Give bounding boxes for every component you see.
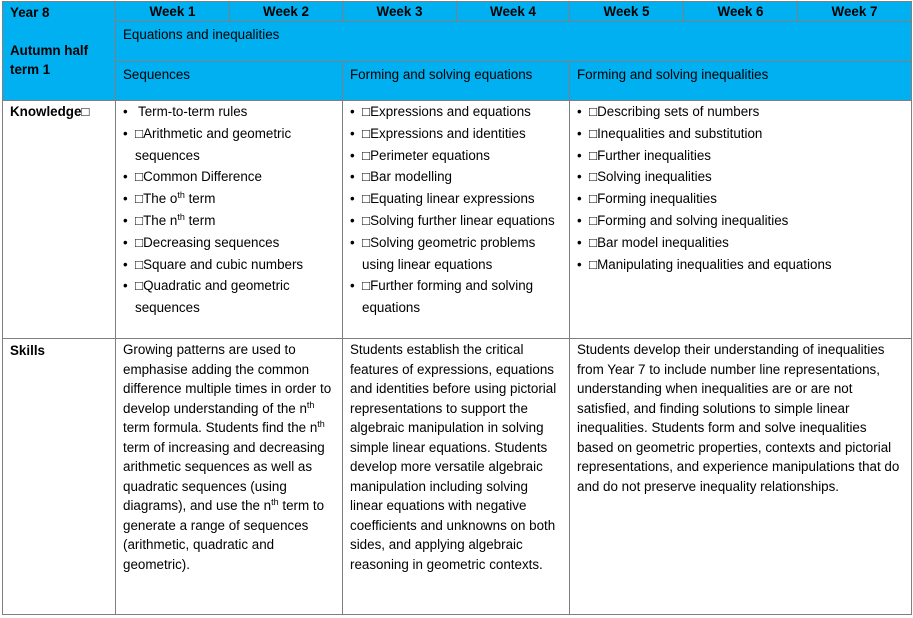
bullet-icon: • — [350, 212, 355, 228]
knowledge-item-text: □Further forming and solving equations — [362, 278, 534, 316]
skills-equations: Students establish the critical features of expressions, equations and identities before using pictorial representations to support the algebraic manipulation in solving simple linear equations. Students develop more versatile algebraic manipulation including solving linear equations with negative coefficients and unknowns on both sides, and applying algebraic reasoning in geometric contexts. — [343, 339, 570, 615]
week-4-header: Week 4 — [457, 2, 570, 22]
bullet-icon: • — [350, 104, 355, 119]
bullet-icon: • — [123, 125, 128, 141]
bullet-icon: • — [577, 256, 582, 272]
knowledge-item — [577, 232, 906, 254]
knowledge-item-text: □Arithmetic and geometric sequences — [135, 125, 292, 163]
skills-label: Skills — [3, 339, 116, 615]
knowledge-item — [577, 145, 906, 167]
knowledge-item — [123, 188, 337, 210]
knowledge-item-text: □Square and cubic numbers — [135, 256, 304, 272]
knowledge-item — [577, 210, 906, 232]
skills-sequences: Growing patterns are used to emphasise adding the common difference multiple times in order to develop understanding of the $n^{th}$ term formula. Students find the $n^{th}$ term of increasing and decreasing arithmetic sequences as well as quadratic sequences (using diagrams), and use the $n^{th}$ term to generate a range of sequences (arithmetic, quadratic and geometric). — [116, 339, 343, 615]
bullet-icon: • — [350, 278, 355, 294]
knowledge-item-text: □Common Difference — [135, 169, 262, 185]
knowledge-item — [577, 101, 906, 123]
week-2-header: Week 2 — [230, 2, 343, 22]
bullet-icon: • — [123, 212, 128, 228]
knowledge-item — [350, 101, 564, 123]
knowledge-item — [577, 123, 906, 145]
knowledge-item-text: □Perimeter equations — [362, 147, 490, 163]
knowledge-item-text: □Expressions and identities — [362, 125, 526, 141]
knowledge-item — [350, 123, 564, 145]
week-5-header: Week 5 — [570, 2, 684, 22]
bullet-icon: • — [123, 256, 128, 272]
knowledge-item — [123, 232, 337, 254]
week-7-header: Week 7 — [798, 2, 912, 22]
knowledge-item — [123, 254, 337, 276]
knowledge-equations — [343, 101, 570, 339]
bullet-icon: • — [123, 234, 128, 250]
knowledge-item — [350, 210, 564, 232]
knowledge-item — [123, 275, 337, 319]
bullet-icon: • — [350, 234, 355, 250]
bullet-icon: • — [123, 104, 128, 119]
year-label: Year 8 — [10, 5, 50, 20]
knowledge-list — [350, 101, 564, 319]
bullet-icon: • — [350, 191, 355, 207]
knowledge-item-text: □Further inequalities — [589, 147, 711, 163]
year-term-cell — [3, 2, 116, 101]
knowledge-item-text: □Describing sets of numbers — [589, 104, 760, 119]
knowledge-item — [123, 101, 337, 123]
bullet-icon: • — [350, 169, 355, 185]
topic-equations: Forming and solving equations — [343, 62, 570, 101]
knowledge-item-text: □Manipulating inequalities and equations — [589, 256, 832, 272]
knowledge-label: Knowledge□ — [3, 101, 116, 339]
unit-title: Equations and inequalities — [116, 22, 912, 62]
week-6-header: Week 6 — [684, 2, 798, 22]
topic-inequalities: Forming and solving inequalities — [570, 62, 912, 101]
knowledge-item-text: □Inequalities and substitution — [589, 125, 763, 141]
knowledge-sequences — [116, 101, 343, 339]
bullet-icon: • — [577, 212, 582, 228]
bullet-icon: • — [350, 147, 355, 163]
knowledge-item-text: □Forming and solving inequalities — [589, 212, 789, 228]
knowledge-item-text: □Solving further linear equations — [362, 212, 555, 228]
knowledge-item — [350, 275, 564, 319]
week-3-header: Week 3 — [343, 2, 457, 22]
knowledge-item — [350, 166, 564, 188]
knowledge-inequalities — [570, 101, 912, 339]
knowledge-item-text: □Decreasing sequences — [135, 234, 280, 250]
topic-sequences: Sequences — [116, 62, 343, 101]
knowledge-item-text: □Expressions and equations — [362, 104, 531, 119]
knowledge-item-text: □Quadratic and geometric sequences — [135, 278, 290, 316]
knowledge-item — [123, 123, 337, 167]
knowledge-list — [577, 101, 906, 275]
knowledge-item — [350, 188, 564, 210]
bullet-icon: • — [577, 104, 582, 119]
knowledge-item — [577, 166, 906, 188]
term-label: Autumn half term 1 — [10, 43, 89, 77]
knowledge-item — [577, 254, 906, 276]
bullet-icon: • — [577, 191, 582, 207]
knowledge-item-text: □Forming inequalities — [589, 191, 717, 207]
knowledge-item — [350, 232, 564, 276]
knowledge-item — [123, 210, 337, 232]
bullet-icon: • — [350, 125, 355, 141]
skills-inequalities: Students develop their understanding of inequalities from Year 7 to include number line representations, understanding when inequalities are or are not satisfied, and finding solutions to simple linear inequalities. Students form and solve inequalities based on geometric properties, contexts and pictorial representations, and experience manipulations that do and do not preserve inequality relationships. — [570, 339, 912, 615]
bullet-icon: • — [577, 125, 582, 141]
curriculum-table — [2, 1, 912, 615]
knowledge-item-text: □Solving geometric problems using linear equations — [362, 234, 536, 272]
knowledge-item-text: □The $o^{th}$ term — [135, 190, 216, 207]
bullet-icon: • — [123, 191, 128, 207]
bullet-icon: • — [577, 147, 582, 163]
knowledge-item-text: □Bar modelling — [362, 169, 452, 185]
bullet-icon: • — [577, 234, 582, 250]
knowledge-item-text: □Solving inequalities — [589, 169, 712, 185]
knowledge-item-text: □The $n^{th}$ term — [135, 211, 216, 228]
knowledge-item-text: Term-to-term rules — [138, 104, 248, 119]
bullet-icon: • — [577, 169, 582, 185]
knowledge-item — [350, 145, 564, 167]
knowledge-item — [577, 188, 906, 210]
knowledge-item-text: □Equating linear expressions — [362, 191, 535, 207]
knowledge-item — [123, 166, 337, 188]
bullet-icon: • — [123, 278, 128, 294]
knowledge-item-text: □Bar model inequalities — [589, 234, 729, 250]
knowledge-list — [123, 101, 337, 319]
bullet-icon: • — [123, 169, 128, 185]
week-1-header: Week 1 — [116, 2, 230, 22]
